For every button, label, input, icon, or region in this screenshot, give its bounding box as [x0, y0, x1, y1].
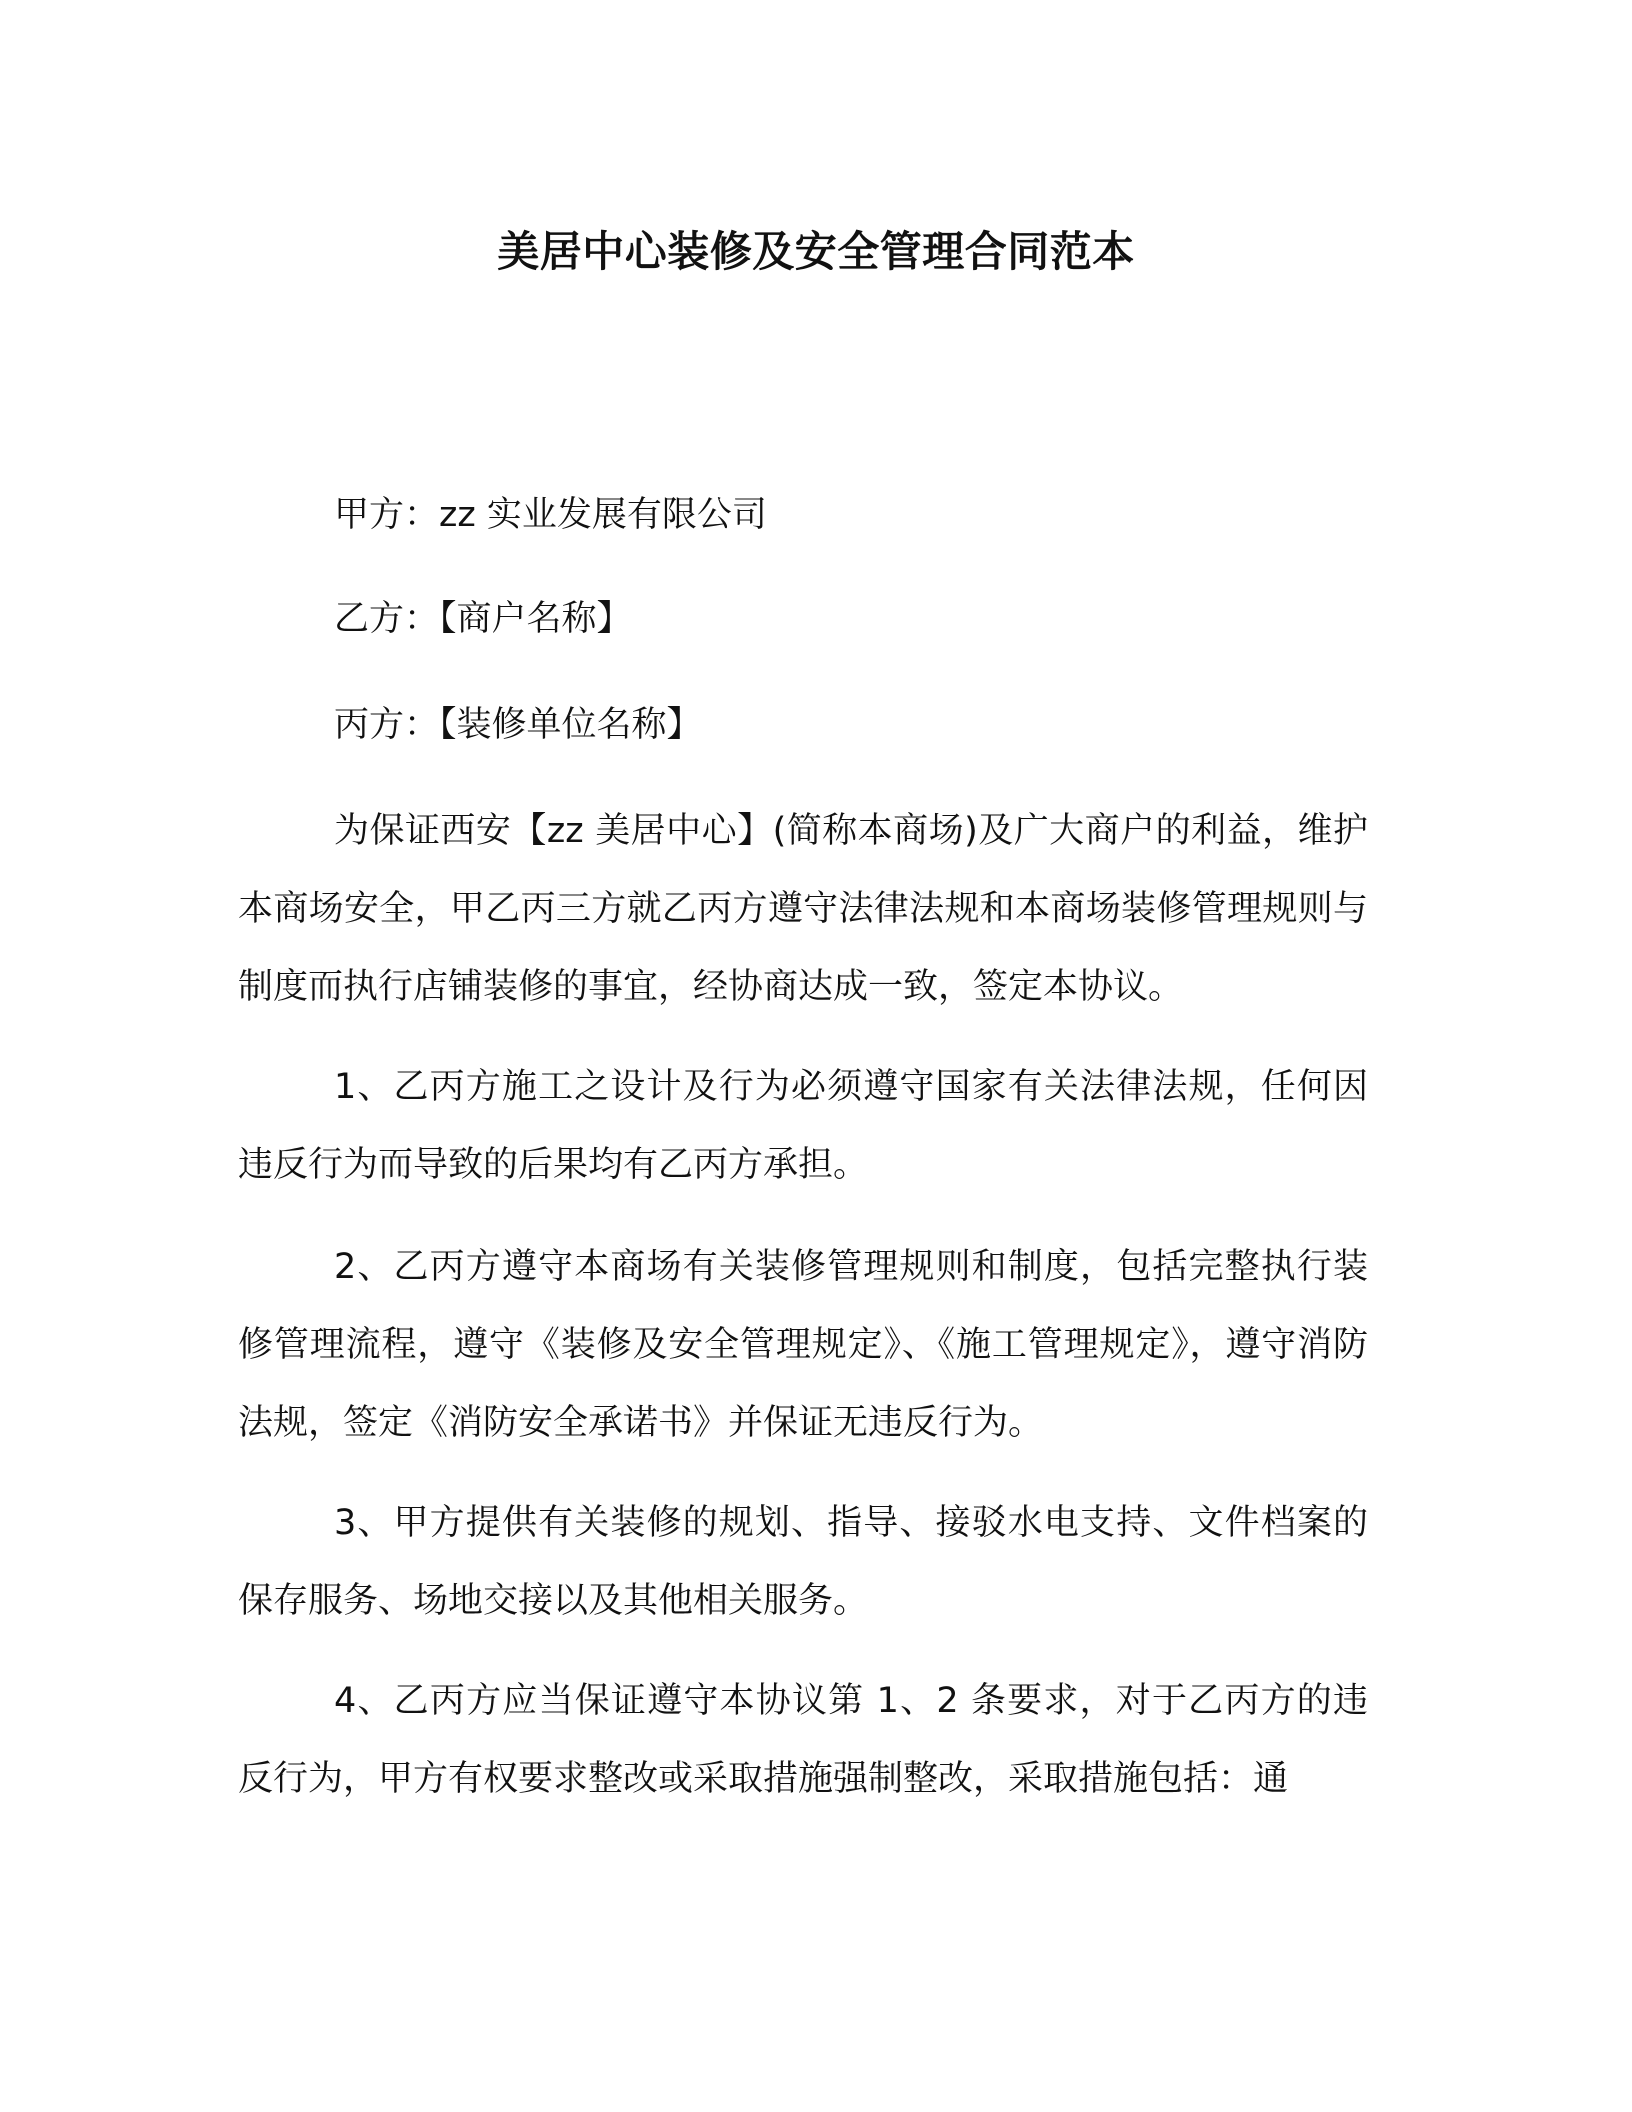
clause-1-paragraph: 1、乙丙方施工之设计及行为必须遵守国家有关法律法规，任何因违反行为而导致的后果均有乙丙方承担。	[238, 1067, 1368, 1185]
document-title: 美居中心装修及安全管理合同范本	[497, 227, 1135, 276]
party-b-line	[334, 594, 632, 644]
preamble-paragraph: 为保证西安【zz 美居中心】(简称本商场)及广大商户的利益，维护本商场安全，甲乙丙三方就乙丙方遵守法律法规和本商场装修管理规则与制度而执行店铺装修的事宜，经协商达成一致，签定本协议。	[238, 811, 1368, 1007]
clause-4-paragraph: 4、乙丙方应当保证遵守本协议第 1、2 条要求，对于乙丙方的违反行为，甲方有权要求整改或采取措施强制整改，采取措施包括：通	[238, 1681, 1368, 1799]
party-a-line	[334, 490, 767, 540]
party-b-value: 【商户名称】	[439, 599, 632, 639]
party-a-value: zz 实业发展有限公司	[439, 495, 767, 535]
party-b-label: 乙方：	[334, 599, 440, 639]
party-a-label: 甲方：	[334, 495, 440, 535]
party-c-value: 【装修单位名称】	[439, 705, 702, 745]
party-c-line	[334, 700, 702, 750]
party-c-label: 丙方：	[334, 705, 440, 745]
clause-2-paragraph: 2、乙丙方遵守本商场有关装修管理规则和制度，包括完整执行装修管理流程，遵守《装修及安全管理规定》、《施工管理规定》，遵守消防法规，签定《消防安全承诺书》并保证无违反行为。	[238, 1247, 1368, 1443]
clause-3-paragraph: 3、甲方提供有关装修的规划、指导、接驳水电支持、文件档案的保存服务、场地交接以及其他相关服务。	[238, 1503, 1368, 1621]
